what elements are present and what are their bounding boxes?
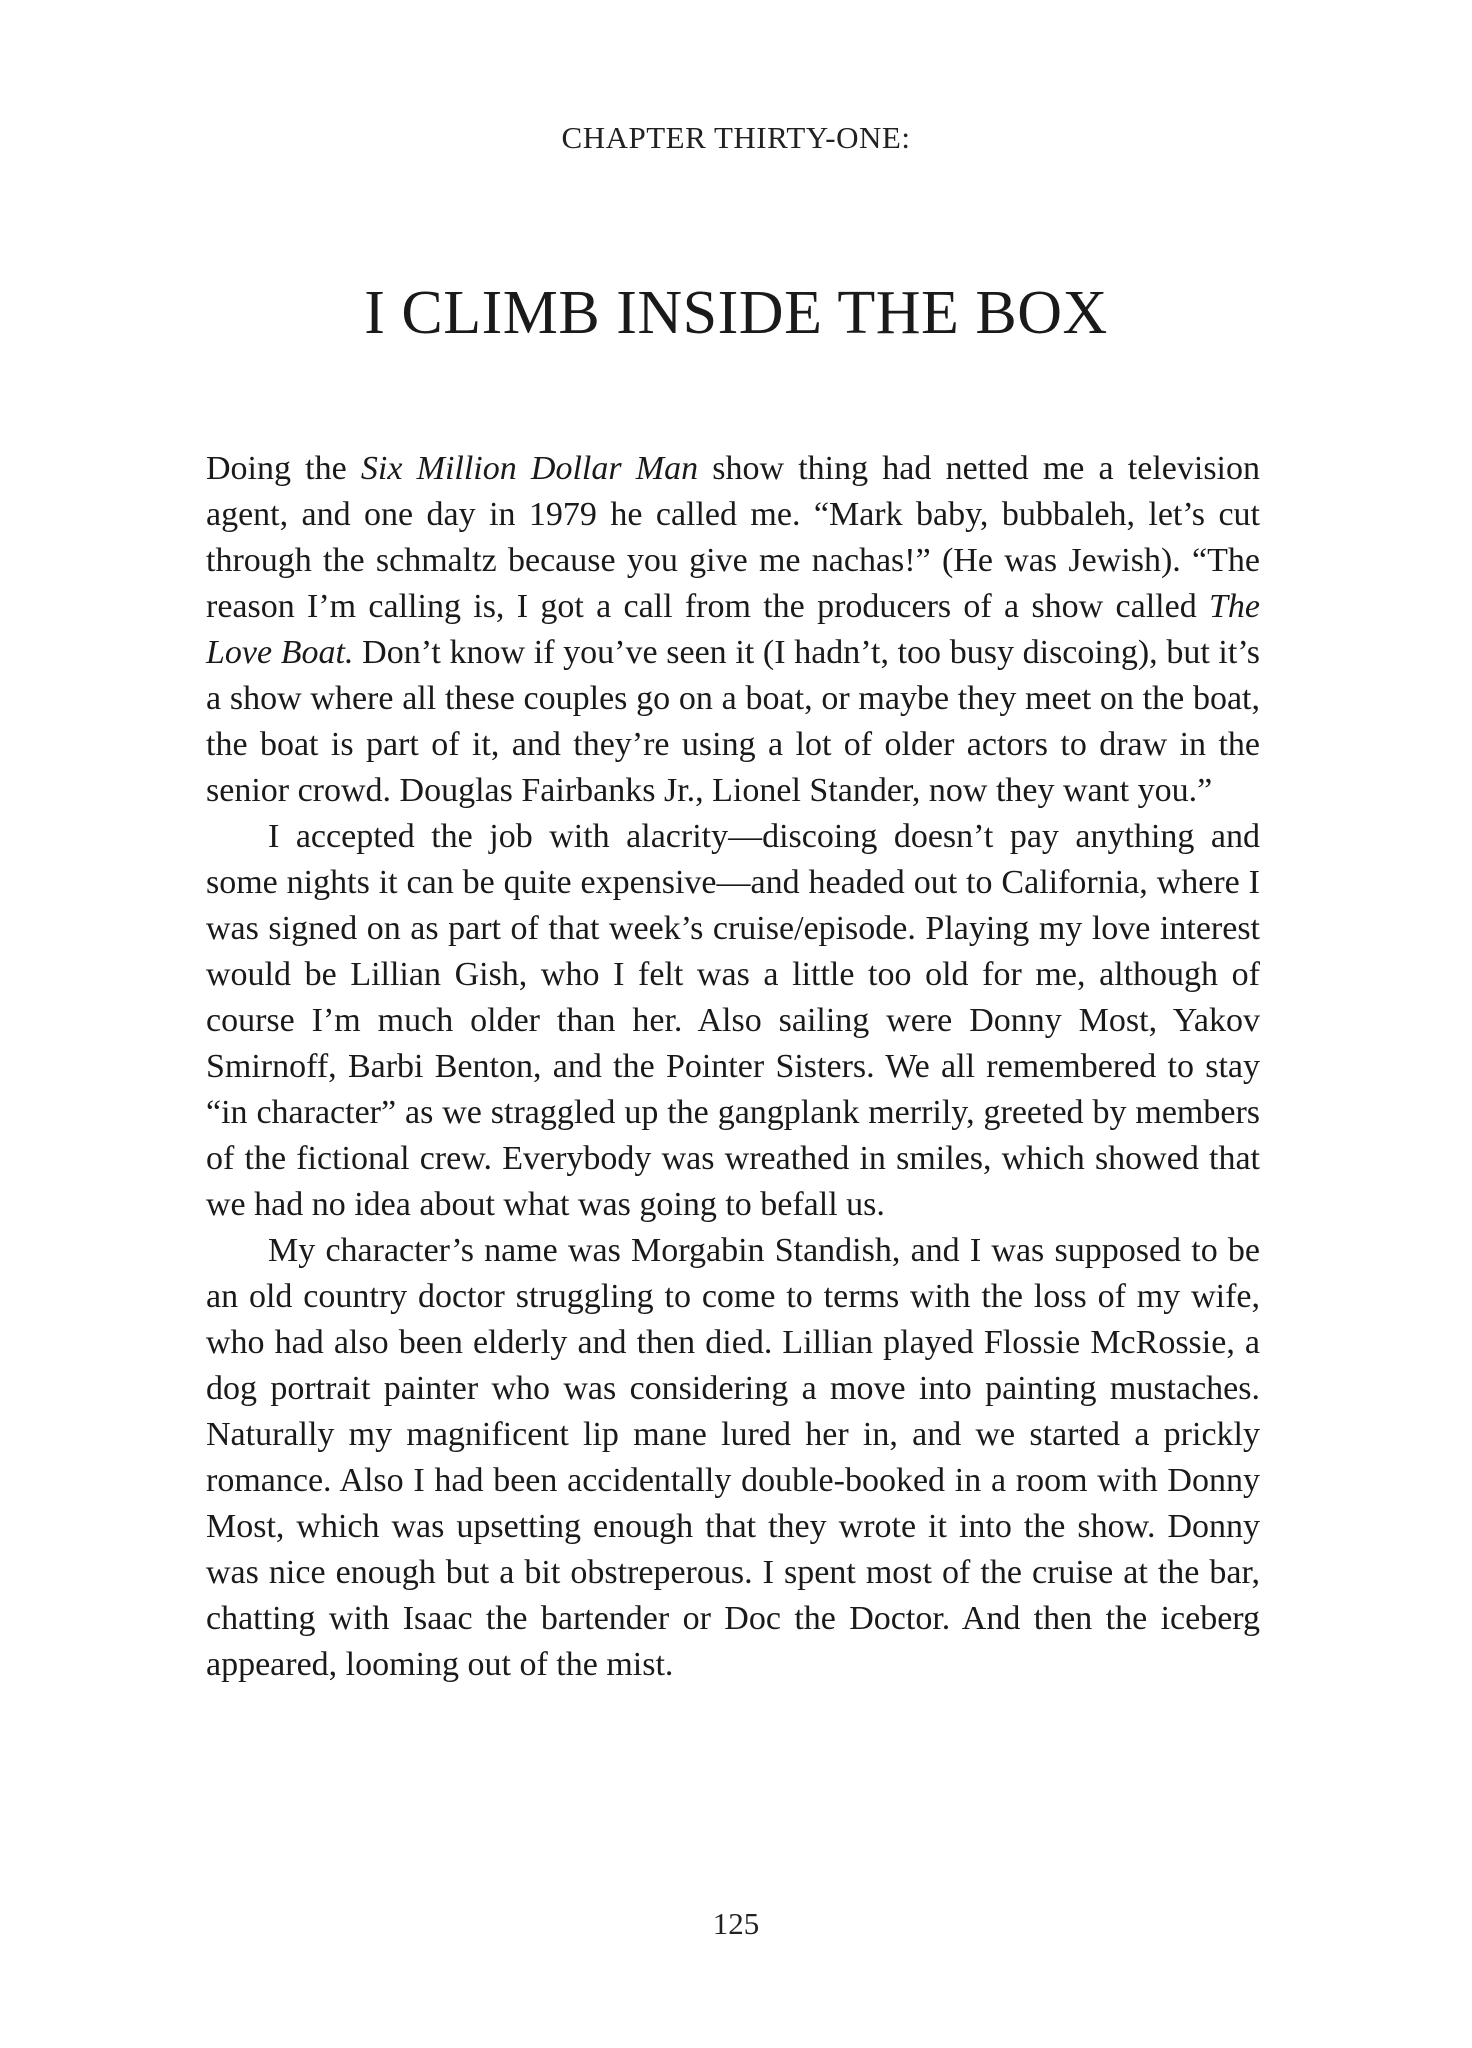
show-title-love-boat: The Love Boat. [206,588,1260,671]
paragraph-1-text-e: Don’t know if you’ve seen it (I hadn’t, too busy discoing), but it’s a show where all these couples go on a boat, or maybe they meet on the boat, the boat is part of it, and they’re using a lot of older actors to draw in the senior crowd. Douglas Fairbanks Jr., Lionel Stander, now they want you.” [206,634,1261,809]
paragraph-3: My character’s name was Morgabin Standish, and I was supposed to be an old country doctor struggling to come to terms with the loss of my wife, who had also been elderly and then died. Lillian played Flossie McRossie, a dog portrait painter who was considering a move into painting mustaches. Naturally my magnificent lip mane lured her in, and we started a prickly romance. Also I had been accidentally double-booked in a room with Donny Most, which was upsetting enough that they wrote it into the show. Donny was nice enough but a bit obstreperous. I spent most of the cruise at the bar, chatting with Isaac the bartender or Doc the Doctor. And then the iceberg appeared, looming out of the mist. [206,1232,1260,1683]
chapter-body [206,446,1260,1688]
paragraph-1-text-c: show thing had netted me a television agent, and one day in 1979 he called me. “Mark baby, bubbaleh, let’s cut through the schmaltz because you give me nachas!” (He was Jewish). “The reason I’m calling is, I got a call from the producers of a show called [206,450,1261,625]
show-title-six-million-dollar-man: Six Million Dollar Man [360,450,699,487]
chapter-title: I CLIMB INSIDE THE BOX [364,279,1108,347]
paragraph-1-text-a: Doing the [206,450,361,487]
page-number: 125 [712,1906,760,1941]
chapter-label: CHAPTER THIRTY-ONE: [561,120,911,155]
paragraph-2: I accepted the job with alacrity—discoing doesn’t pay anything and some nights it can be quite expensive—and headed out to California, where I was signed on as part of that week’s cruise/episode. Playing my love interest would be Lillian Gish, who I felt was a little too old for me, although of course I’m much older than her. Also sailing were Donny Most, Yakov Smirnoff, Barbi Benton, and the Pointer Sisters. We all remembered to stay “in character” as we straggled up the gangplank merrily, greeted by members of the fictional crew. Everybody was wreathed in smiles, which showed that we had no idea about what was going to befall us. [206,818,1260,1223]
paragraph-1 [206,446,1260,814]
